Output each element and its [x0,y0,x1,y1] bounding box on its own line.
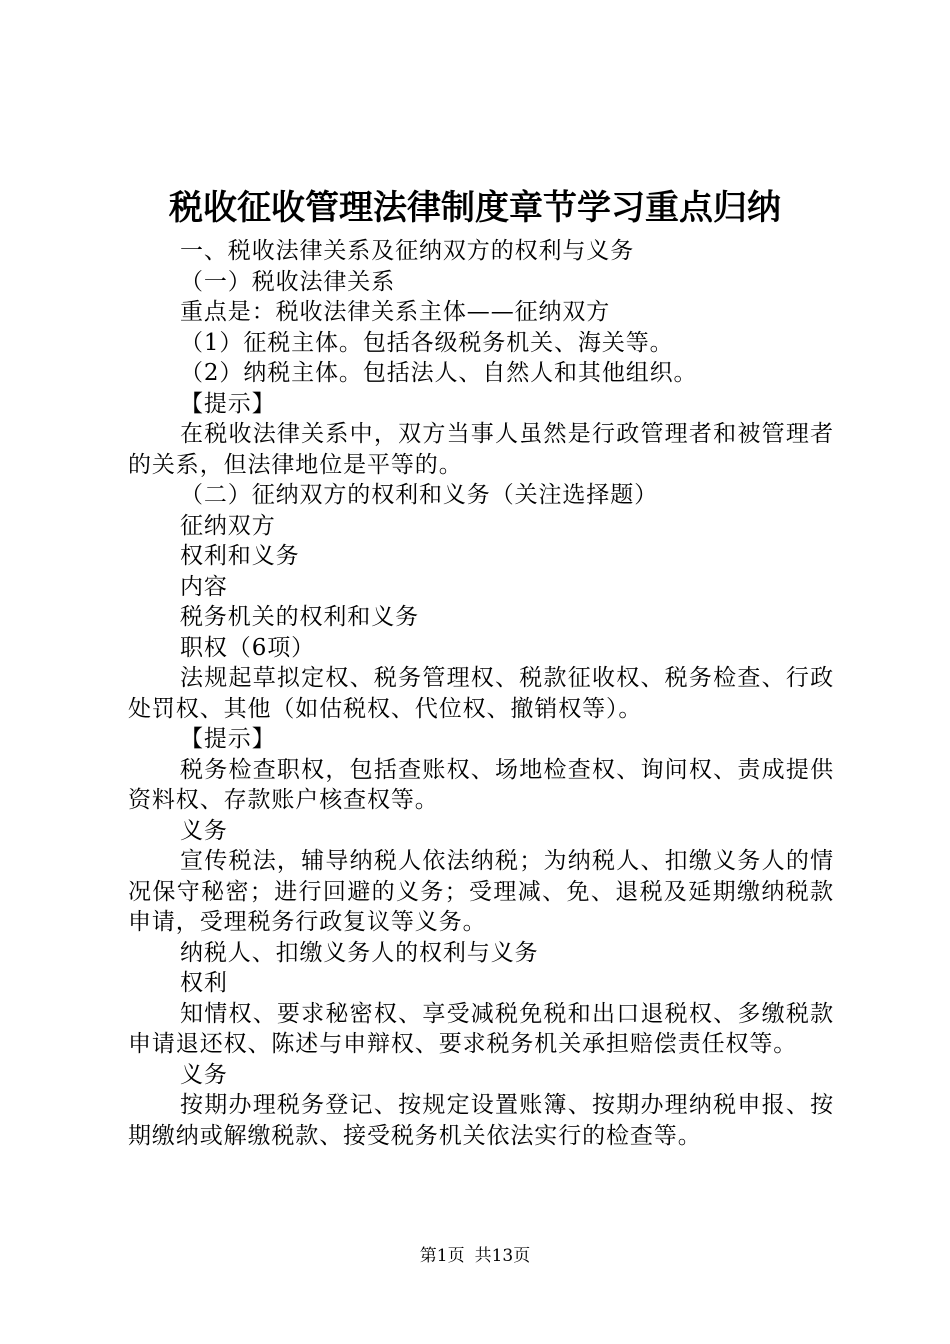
paragraph: 按期办理税务登记、按规定设置账簿、按期办理纳税申报、按期缴纳或解缴税款、接受税务机关依法实行的检查等。 [128,1092,834,1149]
table-cell-text: 纳税人、扣缴义务人的权利与义务 [180,939,539,966]
table-cell-text: 权利和义务 [180,543,300,569]
page-total: 共13页 [474,1246,531,1266]
table-cell-text: 内容 [180,573,228,600]
document-body [128,236,834,1151]
paragraph: 法规起草拟定权、税务管理权、税款征收权、税务检查、行政处罚权、其他（如估税权、代位权、撤销权等）。 [128,665,834,722]
list-item: （1）征税主体。包括各级税务机关、海关等。 [180,329,674,356]
table-cell-text: 义务 [180,1061,228,1088]
list-item: （2）纳税主体。包括法人、自然人和其他组织。 [180,360,698,386]
page-number: 第1页 [419,1246,465,1266]
table-cell-text: 权利 [180,970,228,996]
section-heading: 一、税收法律关系及征纳双方的权利与义务 [180,238,635,264]
paragraph: 在税收法律关系中，双方当事人虽然是行政管理者和被管理者的关系，但法律地位是平等的。 [128,421,834,478]
paragraph: 知情权、要求秘密权、享受减税免税和出口退税权、多缴税款申请退还权、陈述与申辩权、要求税务机关承担赔偿责任权等。 [128,1000,834,1057]
document-title: 税收征收管理法律制度章节学习重点归纳 [169,188,781,228]
table-cell-text: 职权（6项） [180,634,316,661]
subsection-heading: （一）税收法律关系 [180,268,396,295]
paragraph: 税务检查职权，包括查账权、场地检查权、询问权、责成提供资料权、存款账户核查权等。 [128,756,834,813]
table-cell-text: 征纳双方 [180,512,276,539]
table-cell-text: 义务 [180,817,228,844]
table-cell-text: 税务机关的权利和义务 [180,604,419,630]
subsection-heading: （二）征纳双方的权利和义务（关注选择题） [180,482,658,508]
tip-heading: 【提示】 [180,726,276,752]
tip-heading: 【提示】 [180,390,276,417]
page-footer [0,1244,950,1268]
key-point-line: 重点是：税收法律关系主体——征纳双方 [180,299,611,325]
paragraph: 宣传税法，辅导纳税人依法纳税；为纳税人、扣缴义务人的情况保守秘密；进行回避的义务；受理减、免、退税及延期缴纳税款申请，受理税务行政复议等义务。 [128,848,834,935]
